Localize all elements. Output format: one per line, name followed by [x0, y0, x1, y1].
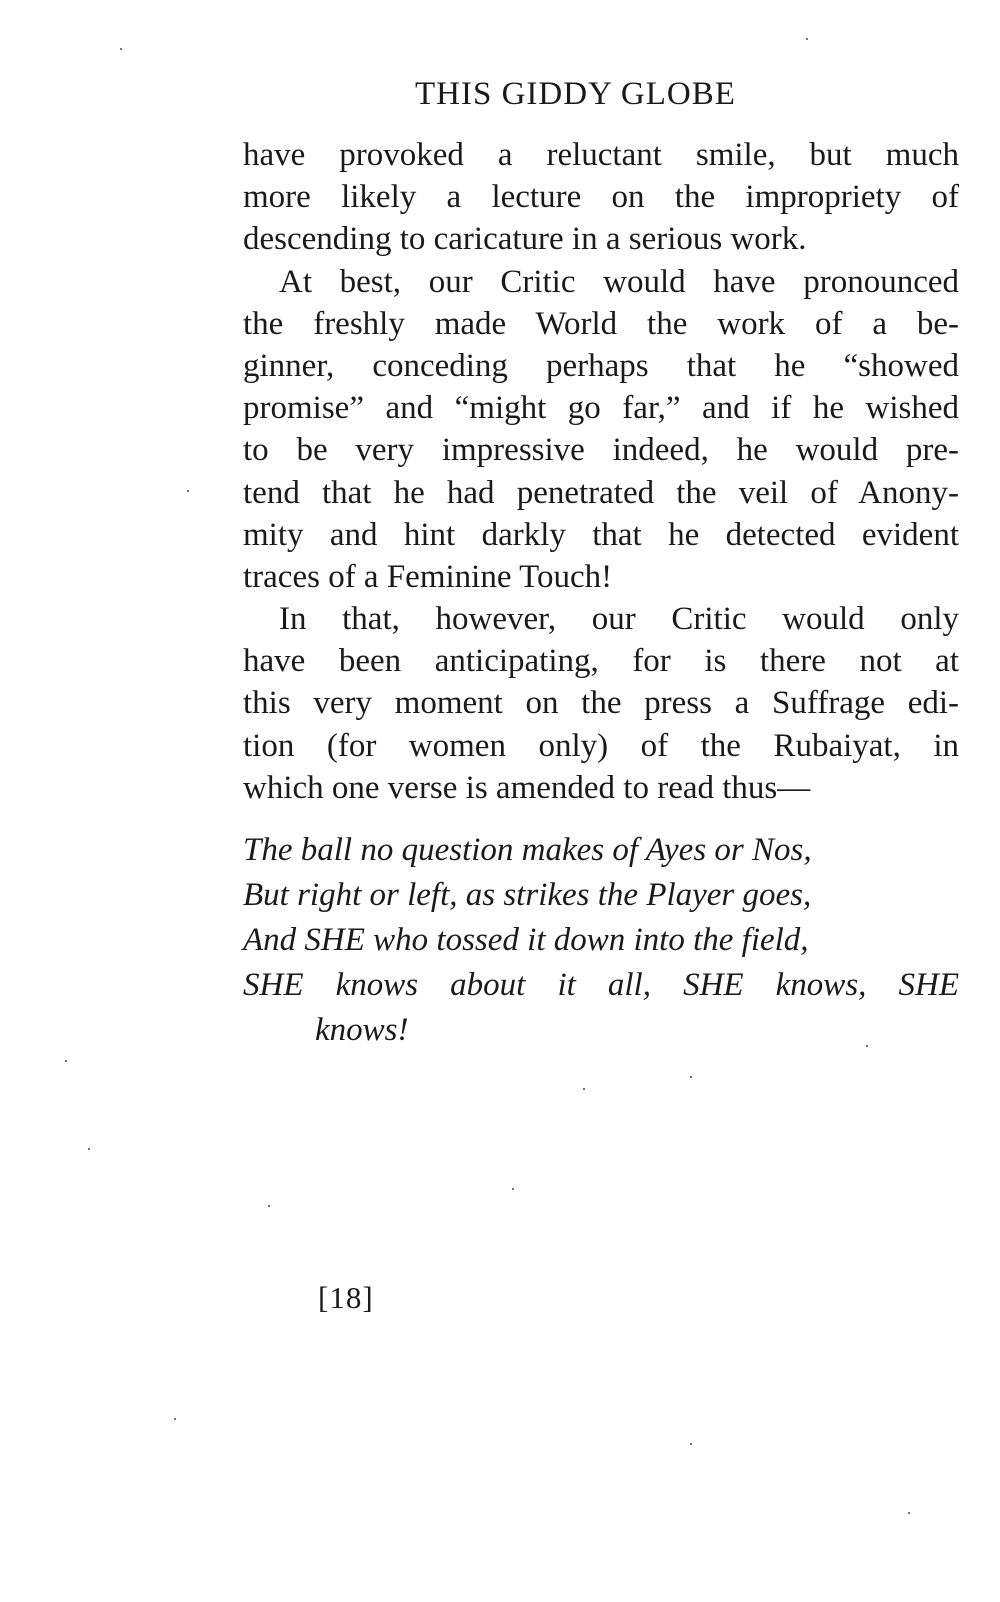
scan-speck [908, 1512, 910, 1514]
scan-speck [187, 490, 189, 492]
text-line: promise” and “might go far,” and if he wished [243, 390, 959, 427]
text-line: tend that he had penetrated the veil of Anony- [243, 474, 959, 511]
text-line: descending to caricature in a serious work. [243, 221, 807, 258]
text-line: have provoked a reluctant smile, but much [243, 137, 959, 173]
text-line: more likely a lecture on the impropriety of [243, 179, 959, 216]
scan-speck [583, 1088, 585, 1090]
text-line: In that, however, our Critic would only [279, 601, 959, 638]
text-line: the freshly made World the work of a be- [243, 305, 959, 342]
scan-speck [690, 1443, 692, 1445]
scan-speck [512, 1188, 514, 1190]
page-number: [18] [318, 1280, 374, 1315]
verse-quotation [243, 828, 959, 1053]
body-text [243, 134, 959, 809]
running-head-title: THIS GIDDY GLOBE [415, 76, 736, 112]
text-line: mity and hint darkly that he detected evident [243, 516, 959, 553]
text-line: traces of a Feminine Touch! [243, 558, 613, 595]
text-line: tion (for women only) of the Rubaiyat, in [243, 727, 959, 764]
verse-line: But right or left, as strikes the Player goes, [243, 877, 812, 913]
text-line: which one verse is amended to read thus— [243, 769, 811, 806]
scan-speck [690, 1076, 692, 1078]
scan-speck [65, 1060, 67, 1062]
scan-speck [174, 1418, 176, 1420]
scan-speck [806, 38, 808, 40]
verse-line: SHE knows about it all, SHE knows, SHE [243, 967, 959, 1003]
text-line: to be very impressive indeed, he would pre- [243, 432, 959, 469]
text-line: have been anticipating, for is there not at [243, 643, 959, 680]
text-line: ginner, conceding perhaps that he “showed [243, 347, 959, 384]
text-line: this very moment on the press a Suffrage edi- [243, 685, 959, 722]
scan-speck [88, 1148, 90, 1150]
scan-speck [866, 1045, 868, 1047]
text-line: At best, our Critic would have pronounced [279, 263, 959, 300]
verse-line: And SHE who tossed it down into the field, [243, 922, 809, 958]
verse-line: The ball no question makes of Ayes or Nos, [243, 832, 812, 868]
scan-speck [268, 1205, 270, 1207]
scan-speck [120, 48, 122, 50]
verse-line-turnover: knows! [315, 1012, 409, 1048]
